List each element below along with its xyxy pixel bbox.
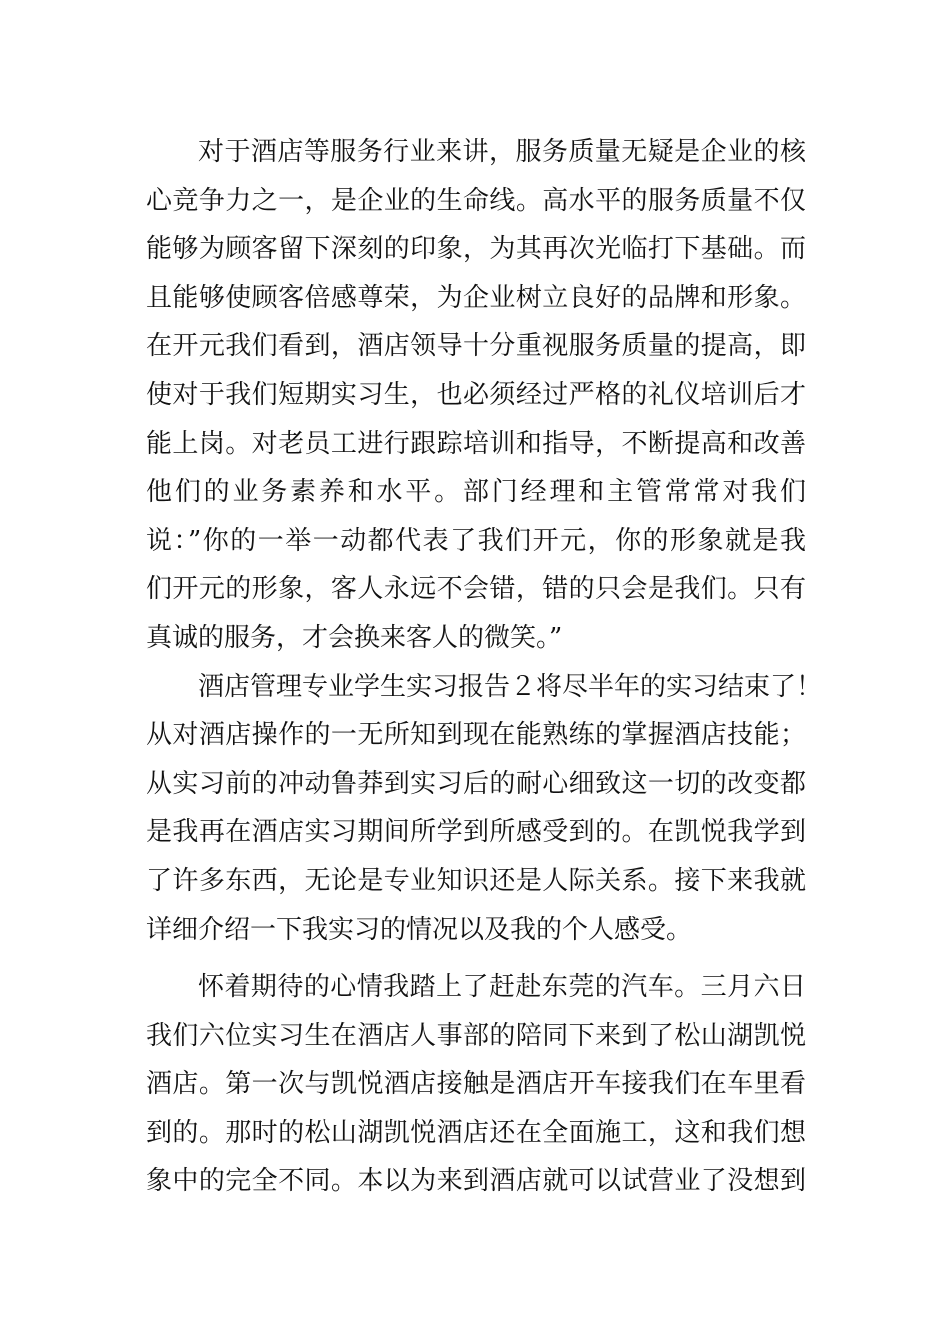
text-line: 能上岗。对老员工进行跟踪培训和指导，不断提高和改善 (146, 428, 806, 459)
paragraph-1 (146, 128, 806, 663)
text-line: 们开元的形象，客人永远不会错，错的只会是我们。只有 (146, 574, 806, 605)
text-line: 了许多东西，无论是专业知识还是人际关系。接下来我就 (146, 865, 806, 896)
text-line: 是我再在酒店实习期间所学到所感受到的。在凯悦我学到 (146, 817, 806, 848)
text-line: 从对酒店操作的一无所知到现在能熟练的掌握酒店技能； (146, 720, 806, 751)
text-line: 酒店管理专业学生实习报告２将尽半年的实习结束了！ (198, 671, 823, 702)
text-line: 能够为顾客留下深刻的印象，为其再次光临打下基础。而 (146, 234, 806, 265)
text-line: 在开元我们看到，酒店领导十分重视服务质量的提高，即 (146, 331, 806, 362)
text-line: 酒店。第一次与凯悦酒店接触是酒店开车接我们在车里看 (146, 1069, 806, 1100)
text-line: 详细介绍一下我实习的情况以及我的个人感受。 (146, 914, 693, 945)
text-line: 到的。那时的松山湖凯悦酒店还在全面施工，这和我们想 (146, 1117, 806, 1148)
text-line: 怀着期待的心情我踏上了赶赴东莞的汽车。三月六日 (198, 972, 806, 1003)
paragraph-spacer (146, 954, 806, 963)
text-line: 真诚的服务，才会换来客人的微笑。” (146, 622, 563, 653)
text-line: 说：”你的一举一动都代表了我们开元，你的形象就是我 (146, 525, 806, 556)
text-line: 心竞争力之一，是企业的生命线。高水平的服务质量不仅 (146, 185, 806, 216)
text-line: 象中的完全不同。本以为来到酒店就可以试营业了没想到 (146, 1166, 806, 1197)
text-line: 对于酒店等服务行业来讲，服务质量无疑是企业的核 (198, 137, 806, 167)
paragraph-2 (146, 663, 823, 955)
text-line: 从实习前的冲动鲁莽到实习后的耐心细致这一切的改变都 (146, 768, 806, 799)
text-line: 且能够使顾客倍感尊荣，为企业树立良好的品牌和形象。 (146, 282, 806, 313)
document-body (146, 128, 823, 1206)
text-line: 使对于我们短期实习生，也必须经过严格的礼仪培训后才 (146, 379, 806, 410)
text-line: 我们六位实习生在酒店人事部的陪同下来到了松山湖凯悦 (146, 1020, 806, 1051)
paragraph-3 (146, 963, 806, 1206)
text-line: 他们的业务素养和水平。部门经理和主管常常对我们 (146, 477, 806, 508)
